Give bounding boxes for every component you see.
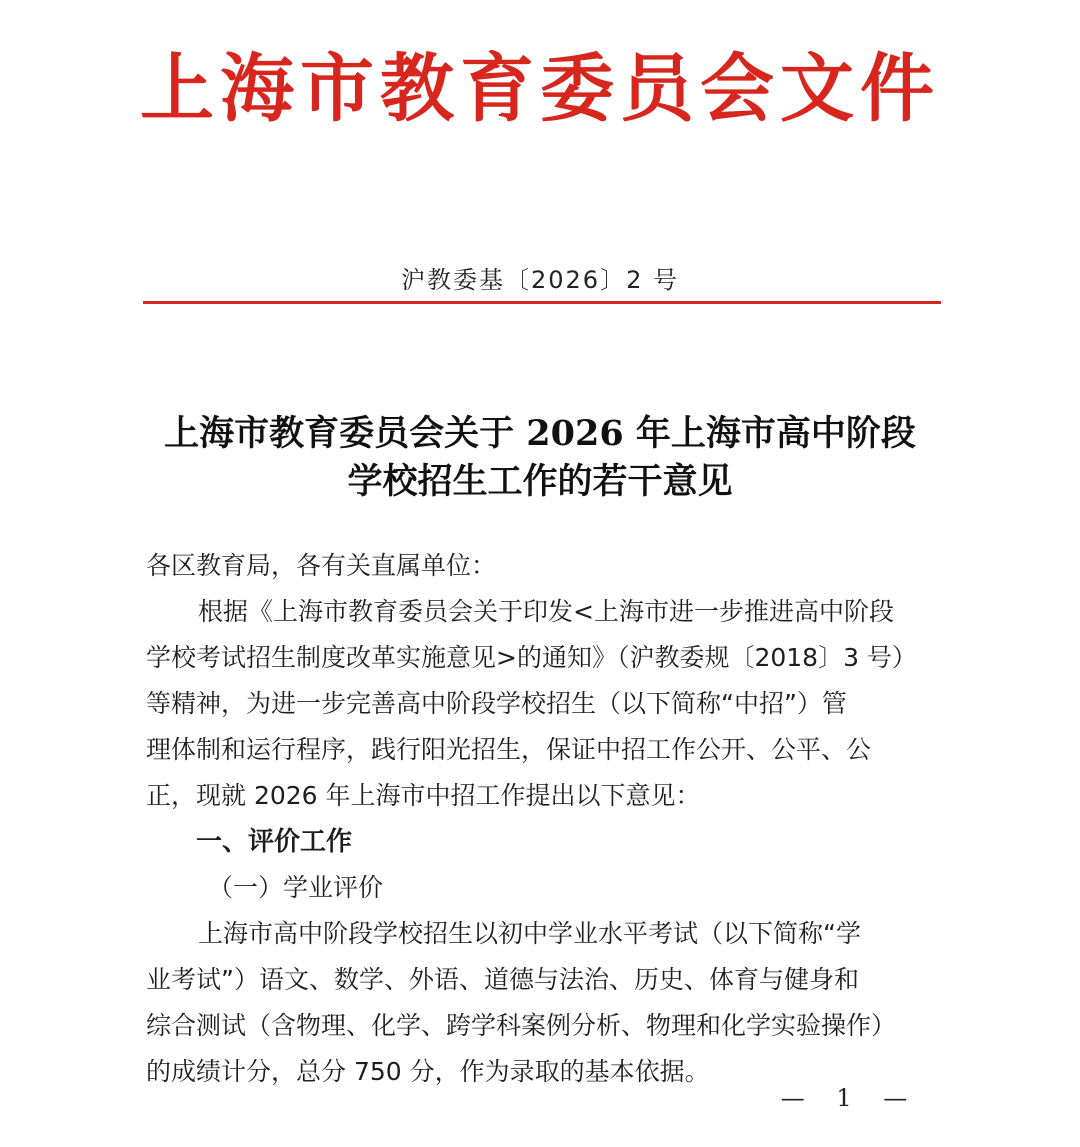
masthead-title: 上海市教育委员会文件 — [140, 46, 940, 132]
paragraph-line: 业考试”）语文、数学、外语、道德与法治、历史、体育与健身和 — [146, 965, 859, 994]
page-number: — 1 — — [780, 1084, 920, 1112]
paragraph-line: 等精神，为进一步完善高中阶段学校招生（以下简称“中招”）管 — [146, 689, 847, 718]
subsection-heading: （一）学业评价 — [208, 873, 384, 902]
red-divider-line — [143, 301, 941, 304]
document-body — [146, 543, 946, 1095]
paragraph-line: 的成绩计分，总分 750 分，作为录取的基本依据。 — [146, 1057, 710, 1086]
paragraph-line: 根据《上海市教育委员会关于印发<上海市进一步推进高中阶段 — [198, 597, 894, 626]
paragraph-line: 上海市高中阶段学校招生以初中学业水平考试（以下简称“学 — [198, 919, 861, 948]
paragraph-line: 综合测试（含物理、化学、跨学科案例分析、物理和化学实验操作） — [146, 1011, 897, 1040]
addressee: 各区教育局，各有关直属单位： — [146, 551, 497, 580]
title-line-1: 上海市教育委员会关于 2026 年上海市高中阶段 — [164, 413, 916, 454]
document-title — [0, 410, 1080, 506]
paragraph-line: 理体制和运行程序，践行阳光招生，保证中招工作公开、公平、公 — [146, 735, 872, 764]
document-number: 沪教委基〔2026〕2 号 — [401, 266, 679, 294]
paragraph-line: 正，现就 2026 年上海市中招工作提出以下意见： — [146, 781, 701, 810]
section-heading: 一、评价工作 — [196, 827, 353, 857]
title-line-2: 学校招生工作的若干意见 — [347, 461, 733, 502]
paragraph-line: 学校考试招生制度改革实施意见>的通知》（沪教委规〔2018〕3 号） — [146, 643, 917, 672]
